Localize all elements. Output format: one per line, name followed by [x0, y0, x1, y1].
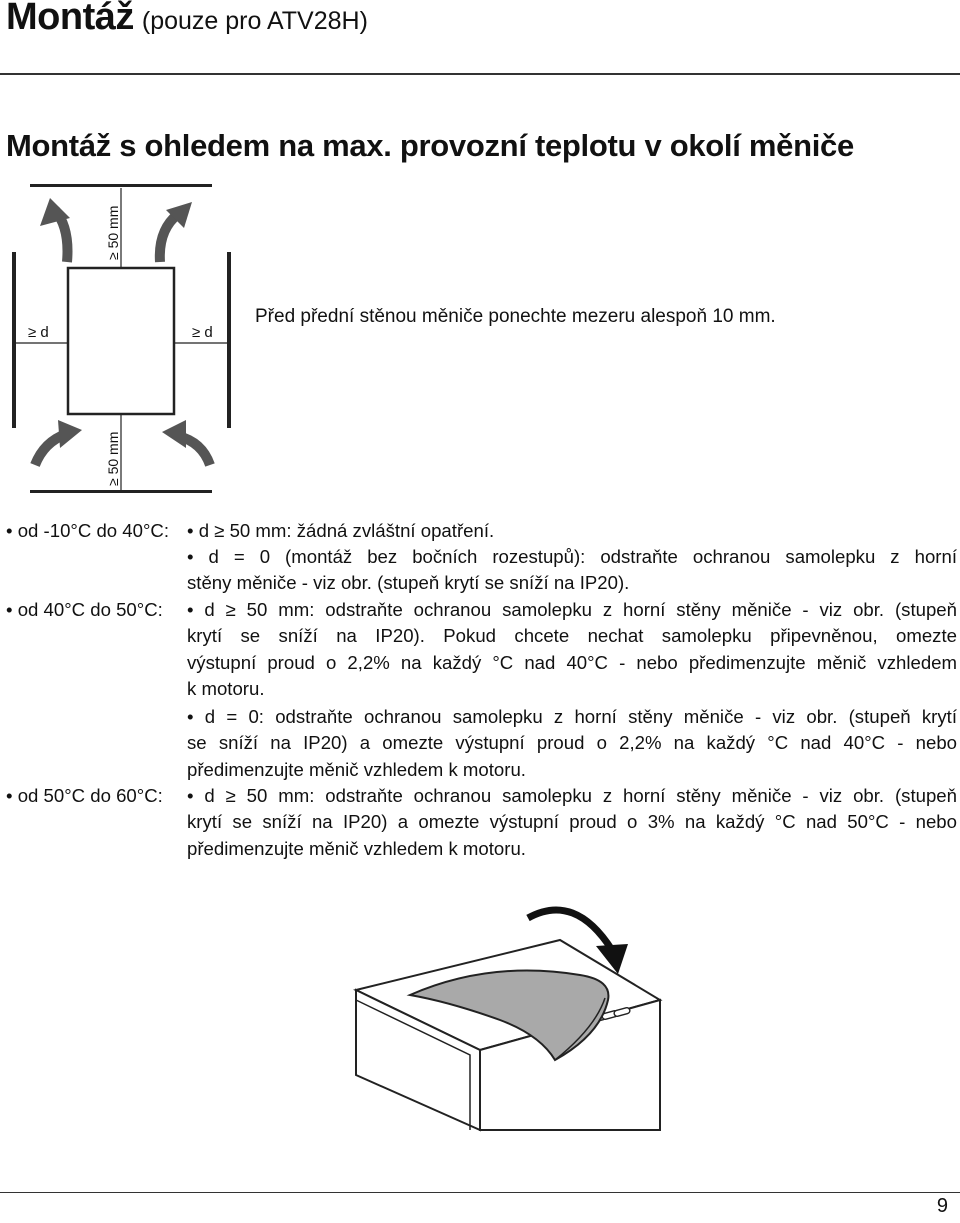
bottom-clearance-label: ≥ 50 mm: [105, 431, 121, 486]
condition-2-item-1-line-2: krytí se sníží na IP20). Pokud chcete nechat samolepku připevněnou, omezte: [187, 625, 957, 646]
airflow-out-right-icon: [160, 214, 178, 262]
condition-range-1: • od -10°C do 40°C:: [6, 520, 169, 541]
drive-outline: [68, 268, 174, 414]
condition-2-item-1-line-1: • d ≥ 50 mm: odstraňte ochranou samolepku z horní stěny měniče - viz obr. (stupeň: [187, 599, 957, 620]
bottom-plate: [30, 490, 212, 493]
condition-range-2: • od 40°C do 50°C:: [6, 599, 163, 620]
header-divider: [0, 73, 960, 75]
sticker-removal-illustration: [350, 900, 670, 1140]
page-title: Montáž: [6, 0, 134, 38]
left-wall: [12, 252, 16, 428]
page-header: [6, 0, 368, 39]
section-title: Montáž s ohledem na max. provozní teplotu v okolí měniče: [6, 128, 854, 163]
airflow-in-right-arrowhead: [162, 420, 186, 448]
top-plate: [30, 184, 212, 187]
condition-2-item-1-line-3: výstupní proud o 2,2% na každý °C nad 40°C - nebo předimenzujte měnič vzhledem: [187, 652, 957, 673]
top-clearance-label: ≥ 50 mm: [105, 205, 121, 260]
condition-3-item-1-line-2: krytí se sníží na IP20) a omezte výstupní proud o 3% na každý °C nad 50°C - nebo: [187, 811, 957, 832]
condition-3-item-1-line-3: předimenzujte měnič vzhledem k motoru.: [187, 838, 526, 859]
left-clearance-label: ≥ d: [28, 324, 49, 341]
front-clearance-note: Před přední stěnou měniče ponechte mezeru alespoň 10 mm.: [255, 306, 776, 327]
condition-2-item-2-line-1: • d = 0: odstraňte ochranou samolepku z horní stěny měniče - viz obr. (stupeň krytí: [187, 706, 957, 727]
airflow-in-left-arrowhead: [58, 420, 82, 448]
right-wall: [227, 252, 231, 428]
condition-3-item-1-line-1: • d ≥ 50 mm: odstraňte ochranou samolepku z horní stěny měniče - viz obr. (stupeň: [187, 785, 957, 806]
page-subtitle: (pouze pro ATV28H): [141, 7, 368, 35]
footer-divider: [0, 1192, 960, 1193]
condition-1-item-1: • d ≥ 50 mm: žádná zvláštní opatření.: [187, 520, 495, 541]
condition-range-3: • od 50°C do 60°C:: [6, 785, 163, 806]
page-number: 9: [936, 1195, 948, 1217]
conditions-block: [0, 518, 960, 868]
condition-2-item-2-line-3: předimenzujte měnič vzhledem k motoru.: [187, 759, 526, 780]
right-clearance-label: ≥ d: [192, 324, 213, 341]
condition-2-item-2-line-2: se sníží na IP20) a omezte výstupní proud o 2,2% na každý °C nad 40°C - nebo: [187, 732, 957, 753]
clearance-diagram: [0, 180, 240, 500]
condition-1-item-2-line-2: stěny měniče - viz obr. (stupeň krytí se sníží na IP20).: [187, 572, 630, 593]
condition-1-item-2-line-1: • d = 0 (montáž bez bočních rozestupů): odstraňte ochranou samolepku z horní: [187, 546, 957, 567]
condition-2-item-1-line-4: k motoru.: [187, 678, 265, 699]
